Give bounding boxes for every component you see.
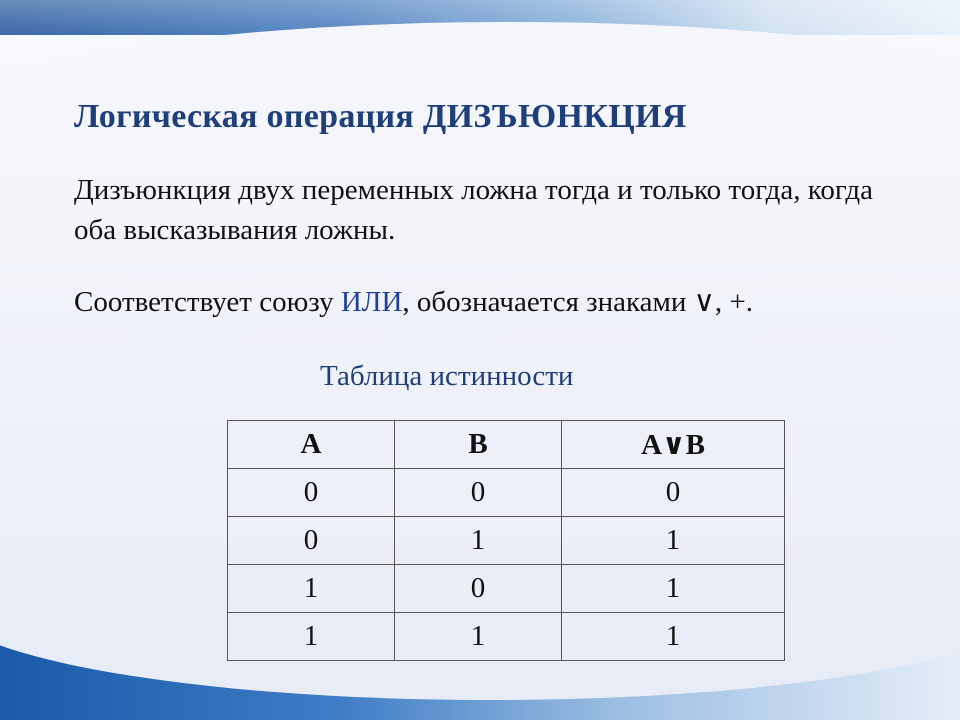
table-cell: 1: [228, 613, 395, 661]
correspondence-text: [74, 284, 753, 319]
table-cell: 0: [395, 469, 562, 517]
header-cell-b: B: [395, 421, 562, 469]
or-keyword: ИЛИ: [340, 286, 403, 318]
slide-title: Логическая операция ДИЗЪЮНКЦИЯ: [74, 98, 687, 135]
table-cell: 1: [562, 517, 785, 565]
table-cell: 1: [562, 613, 785, 661]
table-cell: 0: [395, 565, 562, 613]
correspondence-prefix: Соответствует союзу: [74, 286, 341, 318]
table-cell: 1: [395, 613, 562, 661]
table-cell: 1: [228, 565, 395, 613]
header-cell-a-or-b: A∨B: [562, 421, 785, 469]
header-cell-a: A: [228, 421, 395, 469]
table-header-row: [228, 421, 785, 469]
table-row: [228, 469, 785, 517]
table-cell: 1: [562, 565, 785, 613]
correspondence-suffix: , обозначается знаками ∨, +.: [402, 286, 753, 318]
table-cell: 1: [395, 517, 562, 565]
table-cell: 0: [228, 469, 395, 517]
definition-text: Дизъюнкция двух переменных ложна тогда и только тогда, когда оба высказывания ложны.: [74, 174, 873, 246]
table-cell: 0: [562, 469, 785, 517]
table-caption: Таблица истинности: [320, 360, 574, 392]
table-row: [228, 517, 785, 565]
table-cell: 0: [228, 517, 395, 565]
table-row: [228, 613, 785, 661]
truth-table: [227, 420, 785, 661]
table-row: [228, 565, 785, 613]
